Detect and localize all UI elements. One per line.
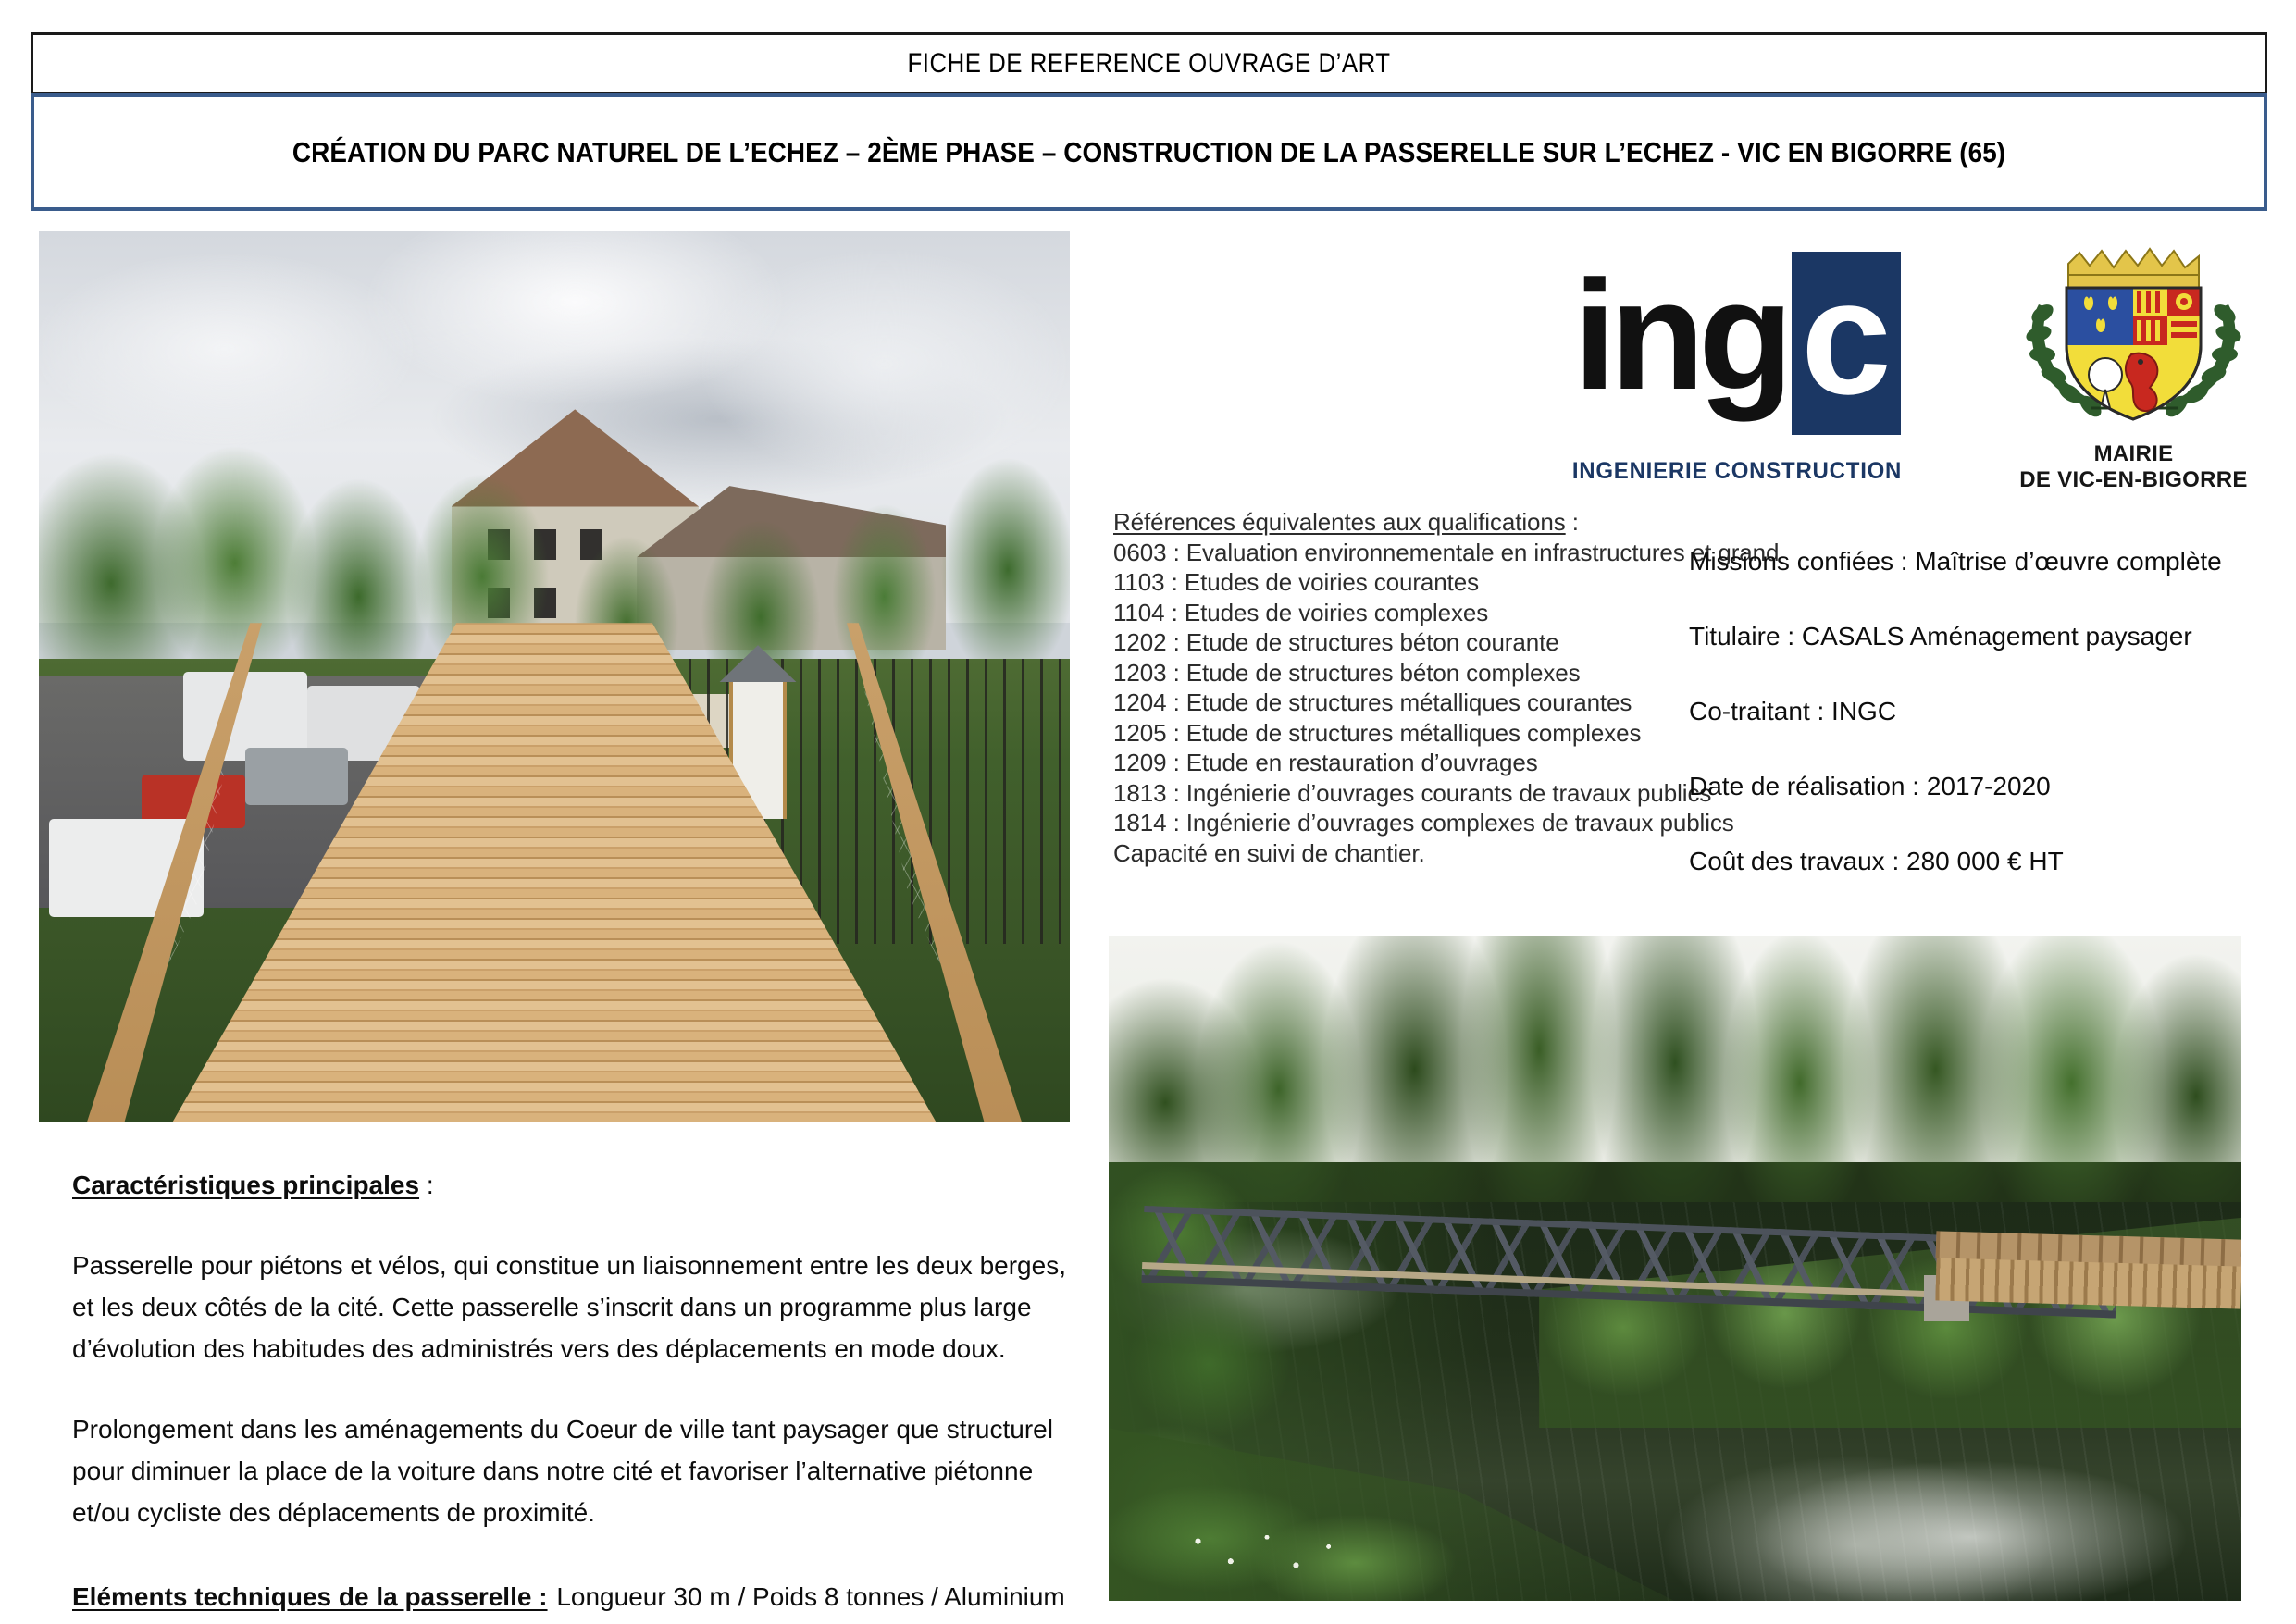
description-heading: Caractéristiques principales bbox=[72, 1171, 420, 1199]
qualification-item: 1209 : Etude en restauration d’ouvrages bbox=[1113, 749, 1538, 776]
mairie-label-line1: MAIRIE bbox=[2093, 441, 2174, 466]
ingc-letters-ing: ing bbox=[1573, 248, 1787, 422]
info-date: Date de réalisation : 2017-2020 bbox=[1689, 772, 2051, 800]
description-block bbox=[72, 1164, 1090, 1618]
qualification-item: 1814 : Ingénierie d’ouvrages complexes de travaux publics bbox=[1113, 809, 1734, 837]
description-heading-line bbox=[72, 1164, 1090, 1206]
photo-truss-bridge-river bbox=[1109, 936, 2241, 1601]
technical-elements-heading: Eléments techniques de la passerelle : bbox=[72, 1582, 548, 1611]
qualification-item: 0603 : Evaluation environnementale en infrastructures et grand bbox=[1113, 538, 1780, 566]
technical-elements-value: Longueur 30 m / Poids 8 tonnes / Aluminium bbox=[549, 1582, 1065, 1611]
project-info-block bbox=[1689, 546, 2244, 877]
ingc-wordmark bbox=[1564, 248, 1910, 444]
ingc-letter-c: c bbox=[1801, 247, 1892, 428]
qualification-item: 1103 : Etudes de voiries courantes bbox=[1113, 568, 1480, 596]
info-missions: Missions confiées : Maîtrise d’œuvre complète bbox=[1689, 547, 2222, 576]
parked-car-silver bbox=[245, 748, 348, 806]
description-heading-suffix: : bbox=[419, 1171, 434, 1199]
ingc-tagline: INGENIERIE CONSTRUCTION bbox=[1571, 458, 1903, 484]
qualification-item: 1813 : Ingénierie d’ouvrages courants de travaux publics bbox=[1113, 778, 1712, 807]
qualification-item: 1205 : Etude de structures métalliques complexes bbox=[1113, 718, 1642, 747]
mairie-label bbox=[2002, 441, 2265, 493]
qualifications-title-suffix: : bbox=[1565, 508, 1579, 536]
photo-footbridge-deck bbox=[39, 231, 1070, 1122]
document-kind-title: FICHE DE REFERENCE OUVRAGE D’ART bbox=[907, 47, 1391, 79]
qualification-item: 1203 : Etude de structures béton complexes bbox=[1113, 658, 1581, 687]
ingc-logo bbox=[1557, 242, 1917, 490]
qualifications-title-line bbox=[1113, 507, 1687, 538]
info-cout: Coût des travaux : 280 000 € HT bbox=[1689, 847, 2064, 875]
qualification-item: 1204 : Etude de structures métalliques courantes bbox=[1113, 688, 1632, 716]
description-paragraph-2: Prolongement dans les aménagements du Coeur de ville tant paysager que structurel pour diminuer la place de la voiture dans notre cité et favoriser l’alternative piétonne et/ou cycliste des déplacements de proximité. bbox=[72, 1415, 1053, 1527]
mairie-logo bbox=[2002, 236, 2265, 495]
qualifications-title: Références équivalentes aux qualifications bbox=[1113, 508, 1566, 536]
info-cotraitant: Co-traitant : INGC bbox=[1689, 697, 1897, 725]
description-paragraph-1: Passerelle pour piétons et vélos, qui constitue un liaisonnement entre les deux berges, et les deux côtés de la cité. Cette passerelle s’inscrit dans un programme plus large d’évolution des habitudes des administrés vers des déplacements en mode doux. bbox=[72, 1251, 1066, 1363]
qualifications-block bbox=[1113, 507, 1780, 868]
qualification-item: 1104 : Etudes de voiries complexes bbox=[1113, 598, 1489, 626]
qualification-item: 1202 : Etude de structures béton courante bbox=[1113, 628, 1559, 656]
mairie-label-line2: DE VIC-EN-BIGORRE bbox=[2019, 467, 2248, 492]
reference-sheet-header-box bbox=[31, 32, 2267, 94]
info-titulaire: Titulaire : CASALS Aménagement paysager bbox=[1689, 622, 2192, 651]
qualification-item: Capacité en suivi de chantier. bbox=[1113, 838, 1425, 867]
page-title: CRÉATION DU PARC NATUREL DE L’ECHEZ – 2ÈME PHASE – CONSTRUCTION DE LA PASSERELLE SUR L’ECHEZ - VIC EN BIGORRE (65) bbox=[292, 135, 2006, 168]
project-title-box bbox=[31, 93, 2267, 211]
technical-elements-line bbox=[72, 1576, 1090, 1618]
coat-of-arms-icon bbox=[2002, 236, 2265, 438]
white-wildflowers bbox=[1176, 1521, 1358, 1588]
